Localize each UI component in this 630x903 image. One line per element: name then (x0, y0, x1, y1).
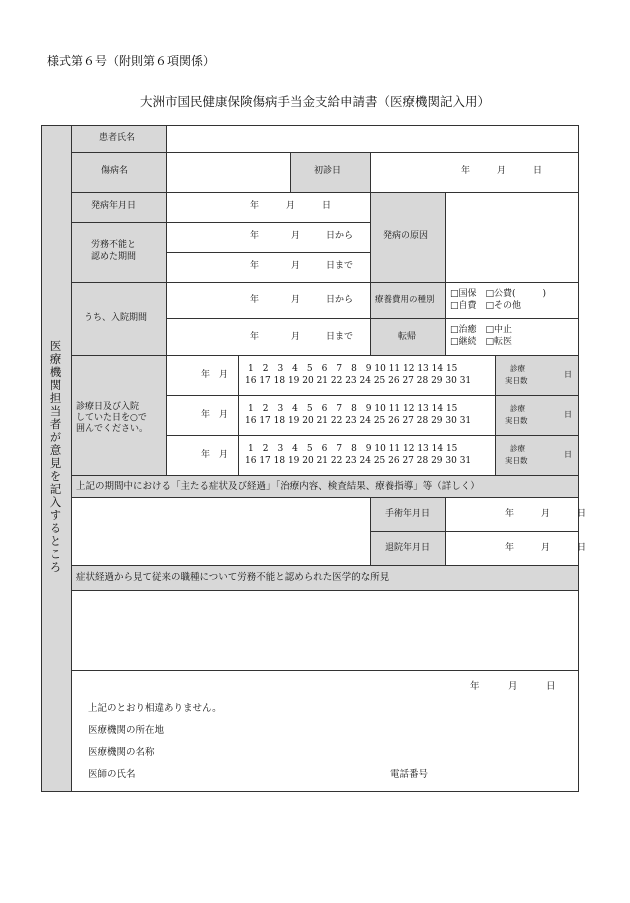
hosp-from-day: 日から (326, 295, 354, 305)
table-rule (41, 125, 42, 792)
calendar-3-ym: 年 月 (201, 450, 229, 460)
clinic-name-label: 医療機関の名称 (88, 747, 155, 758)
table-rule (166, 318, 578, 319)
surgery-date-value: 年 月 日 (505, 509, 587, 519)
calendar-3-days-b[interactable]: 16 17 18 19 20 21 22 23 24 25 26 27 28 29 30 31 (245, 456, 472, 466)
hosp-from-year: 年 (250, 295, 260, 305)
table-rule (71, 222, 370, 223)
outcome-checkbox-2[interactable]: □継続 □転医 (450, 337, 513, 347)
table-rule (71, 590, 578, 591)
table-rule (71, 497, 578, 498)
cost-type-label: 療養費用の種別 (375, 295, 435, 305)
table-rule (41, 125, 579, 126)
table-rule (71, 192, 578, 193)
calendar-3-day-unit: 日 (564, 450, 572, 459)
hosp-to-month: 月 (291, 332, 301, 342)
unable-to-year: 年 (250, 261, 260, 271)
calendar-2-days-label: 実日数 (505, 416, 528, 425)
calendar-1-days-label: 実日数 (505, 376, 528, 385)
table-rule (41, 791, 579, 792)
table-rule (445, 497, 446, 565)
cost-type-checkbox-1[interactable]: □国保 □公費( ) (450, 289, 547, 299)
symptoms-header: 上記の期間中における「主たる症状及び経過」「治療内容、検査結果、療養指導」等（詳しく） (76, 481, 480, 492)
certify-statement: 上記のとおり相違ありません。 (88, 703, 222, 714)
unable-from-month: 月 (291, 231, 301, 241)
first-visit-label: 初診日 (314, 166, 342, 176)
disease-name-label: 傷病名 (101, 166, 129, 176)
visit-days-label-1: 診療日及び入院 (76, 402, 140, 412)
form-label: 様式第６号（附則第６項関係） (47, 54, 216, 68)
unable-from-year: 年 (250, 231, 260, 241)
first-visit-date: 年 月 日 (461, 166, 543, 176)
table-rule (370, 152, 371, 355)
hosp-to-day: 日まで (326, 332, 354, 342)
table-rule (166, 435, 578, 436)
doctor-name-label: 医師の氏名 (88, 769, 136, 780)
discharge-date-label: 退院年月日 (385, 543, 431, 553)
calendar-1-days-a[interactable]: 1 2 3 4 5 6 7 8 9 10 11 12 13 14 15 (248, 364, 458, 374)
visit-days-label-2: していた日を○で (76, 413, 147, 423)
calendar-2-days-a[interactable]: 1 2 3 4 5 6 7 8 9 10 11 12 13 14 15 (248, 404, 458, 414)
phone-label: 電話番号 (390, 769, 429, 780)
calendar-1-day-unit: 日 (564, 370, 572, 379)
calendar-3-visit-label: 診療 (510, 444, 525, 453)
table-rule (445, 192, 446, 355)
table-rule (71, 355, 578, 356)
unable-from-day: 日から (326, 231, 354, 241)
opinion-header: 症状経過から見て従来の職種について労務不能と認められた医学的な所見 (76, 572, 390, 583)
table-rule (290, 152, 291, 192)
unable-period-label-1: 労務不能と (91, 240, 137, 250)
hosp-from-month: 月 (291, 295, 301, 305)
table-rule (71, 670, 578, 671)
surgery-date-label: 手術年月日 (385, 509, 431, 519)
document-title: 大洲市国民健康保険傷病手当金支給申請書（医療機関記入用） (139, 94, 490, 109)
onset-cause-label: 発病の原因 (383, 231, 429, 241)
outcome-checkbox-1[interactable]: □治癒 □中止 (450, 325, 513, 335)
table-rule (71, 125, 72, 792)
table-rule (166, 252, 370, 253)
side-label: 医療機関担当者が意見を記入するところ (48, 340, 63, 574)
discharge-date-value: 年 月 日 (505, 543, 587, 553)
table-rule (238, 355, 239, 475)
calendar-1-days-b[interactable]: 16 17 18 19 20 21 22 23 24 25 26 27 28 29 30 31 (245, 376, 472, 386)
visit-days-label-3: 囲んでください。 (76, 424, 149, 434)
table-rule (166, 395, 578, 396)
calendar-2-ym: 年 月 (201, 410, 229, 420)
unable-to-month: 月 (291, 261, 301, 271)
hosp-to-year: 年 (250, 332, 260, 342)
hospital-period-label: うち、入院期間 (84, 313, 148, 323)
table-rule (370, 531, 578, 532)
unable-period-label-2: 認めた期間 (91, 252, 137, 262)
calendar-3-days-label: 実日数 (505, 456, 528, 465)
table-rule (370, 497, 371, 565)
onset-date-label: 発病年月日 (91, 201, 137, 211)
clinic-address-label: 医療機関の所在地 (88, 725, 165, 736)
outcome-label: 転帰 (398, 332, 417, 342)
table-rule (578, 125, 579, 792)
table-rule (71, 282, 578, 283)
calendar-2-day-unit: 日 (564, 410, 572, 419)
patient-name-label: 患者氏名 (99, 133, 136, 143)
certify-date: 年 月 日 (470, 681, 556, 692)
table-rule (71, 475, 578, 476)
table-rule (495, 355, 496, 475)
cost-type-checkbox-2[interactable]: □自費 □その他 (450, 301, 522, 311)
table-rule (71, 565, 578, 566)
calendar-1-ym: 年 月 (201, 370, 229, 380)
calendar-2-visit-label: 診療 (510, 404, 525, 413)
table-rule (166, 125, 167, 475)
calendar-1-visit-label: 診療 (510, 364, 525, 373)
unable-to-day: 日まで (326, 261, 354, 271)
calendar-2-days-b[interactable]: 16 17 18 19 20 21 22 23 24 25 26 27 28 29 30 31 (245, 416, 472, 426)
onset-date-value: 年 月 日 (250, 201, 332, 211)
table-rule (71, 152, 578, 153)
calendar-3-days-a[interactable]: 1 2 3 4 5 6 7 8 9 10 11 12 13 14 15 (248, 444, 458, 454)
